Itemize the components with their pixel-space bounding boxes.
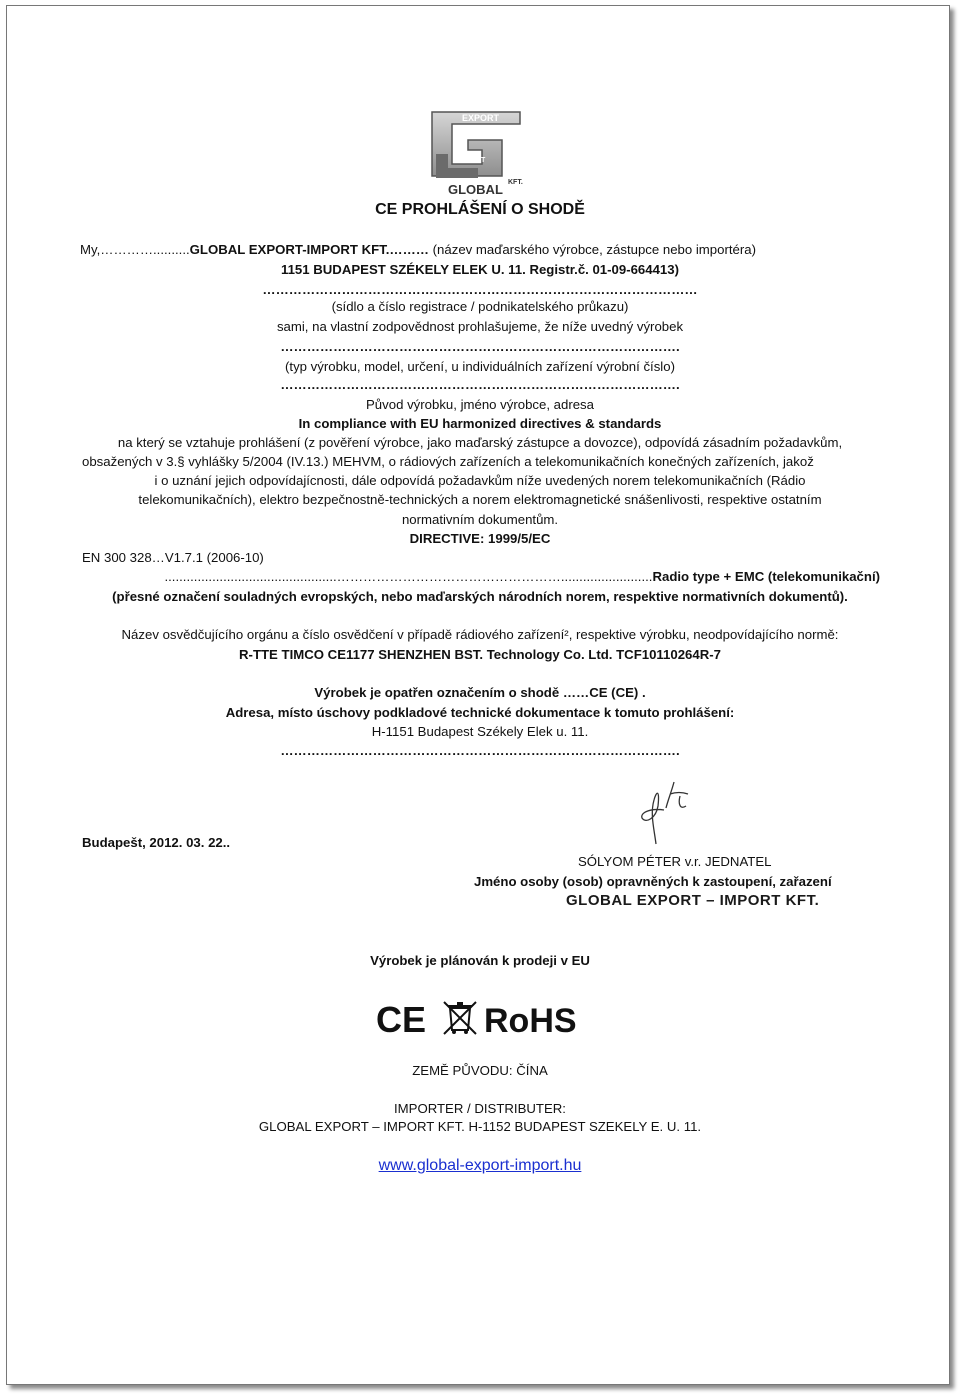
weee-bin-icon (444, 1002, 476, 1034)
certification-body-text: Název osvědčujícího orgánu a číslo osvědčení v případě rádiového zařízení², respektive výrobku, neodpovídajícího normě: (121, 627, 839, 642)
svg-text:EXPORT: EXPORT (462, 113, 500, 123)
origin-note: Původ výrobku, jméno výrobce, adresa (366, 397, 594, 412)
dots-line-3: ………………………………………………………………………………. (280, 377, 680, 392)
company-stamp: GLOBAL EXPORT – IMPORT KFT. (566, 892, 820, 909)
certificate-number: R-TTE TIMCO CE1177 SHENZHEN BST. Technology Co. Ltd. TCF10110264R-7 (239, 647, 721, 662)
intro-prefix: My,………….......... (80, 242, 190, 257)
radio-type-text: Radio type + EMC (telekomunikační) (652, 569, 880, 584)
eu-sale-text: Výrobek je plánován k prodeji v EU (370, 953, 590, 968)
product-note: (typ výrobku, model, určení, u individuálních zařízení výrobní číslo) (285, 359, 675, 374)
radio-dots: ...............................................……………………………………………......................... (164, 569, 653, 584)
signatory-role: Jméno osoby (osob) opravněných k zastoupení, zařazení (474, 874, 832, 889)
intro-note: (název maďarského výrobce, zástupce nebo importéra) (429, 242, 756, 257)
compliance-statement: In compliance with EU harmonized directives & standards (298, 416, 662, 431)
body-line-3: i o uznání jejich odpovídajícnosti, dále odpovídá požadavkům níže uvedených norem telekomunikačních (Rádio (154, 473, 806, 488)
place-date: Budapešt, 2012. 03. 22.. (82, 835, 231, 850)
svg-text:IMPORT: IMPORT (458, 157, 486, 164)
ce-mark-icon: CE (376, 999, 427, 1038)
dots-line-4: ………………………………………………………………………………. (280, 743, 680, 758)
importer-label: IMPORTER / DISTRIBUTER: (394, 1101, 566, 1116)
origin-country: ZEMĚ PŮVODU: ČÍNA (412, 1063, 548, 1078)
registration-note: (sídlo a číslo registrace / podnikatelského průkazu) (331, 299, 629, 314)
rohs-mark-icon: RoHS (484, 1002, 577, 1038)
directive-label: DIRECTIVE: 1999/5/EC (409, 531, 551, 546)
responsibility-text: sami, na vlastní zodpovědnost prohlašujeme, že níže uvedný výrobek (276, 319, 684, 334)
website-row (0, 1157, 960, 1175)
document-title: CE PROHLÁŠENÍ O SHODĚ (375, 201, 585, 218)
signatory-name: SÓLYOM PÉTER v.r. JEDNATEL (578, 854, 772, 869)
body-line-2: obsažených v 3.§ vyhlášky 5/2004 (IV.13.) MEHVM, o rádiových zařízeních a telekomunikačních konečných zařízeních, jakož (82, 454, 814, 469)
norms-note: (přesné označení souladných evropských, nebo maďarských národních norem, respektive normativních dokumentů). (112, 589, 848, 604)
radio-type-line (80, 569, 880, 584)
intro-line (80, 242, 900, 257)
body-line-4: telekomunikačních), elektro bezpečnostně-technických a norem elektromagnetické snášenlivosti, respektive ostatním (138, 492, 822, 507)
intro-company: GLOBAL EXPORT-IMPORT KFT.……… (189, 242, 429, 257)
body-line-1: na který se vztahuje prohlášení (z pověření výrobce, jako maďarský zástupce a dovozce), odpovídá zásadním požadavkům, (117, 435, 843, 450)
ce-marking-text: Výrobek je opatřen označením o shodě ……CE (CE) . (314, 685, 646, 700)
svg-text:KFT.: KFT. (508, 179, 523, 186)
dots-line-2: ………………………………………………………………………………. (280, 339, 680, 354)
dots-line-1: ……………………………………………………………………………………… (262, 282, 698, 297)
standard-label: EN 300 328…V1.7.1 (2006-10) (82, 550, 264, 565)
documentation-address: H-1151 Budapest Székely Elek u. 11. (371, 724, 589, 739)
company-logo (428, 104, 524, 200)
body-line-5: normativním dokumentům. (401, 512, 559, 527)
importer-details: GLOBAL EXPORT – IMPORT KFT. H-1152 BUDAPEST SZEKELY E. U. 11. (258, 1119, 702, 1134)
documentation-location: Adresa, místo úschovy podkladové technické dokumentace k tomuto prohlášení: (225, 705, 735, 720)
svg-text:GLOBAL: GLOBAL (448, 182, 503, 197)
handwritten-signature (636, 778, 696, 846)
intro-address: 1151 BUDAPEST SZÉKELY ELEK U. 11. Registr.č. 01-09-664413) (280, 262, 679, 277)
website-link[interactable]: www.global-export-import.hu (378, 1157, 582, 1174)
compliance-marks (374, 998, 590, 1038)
